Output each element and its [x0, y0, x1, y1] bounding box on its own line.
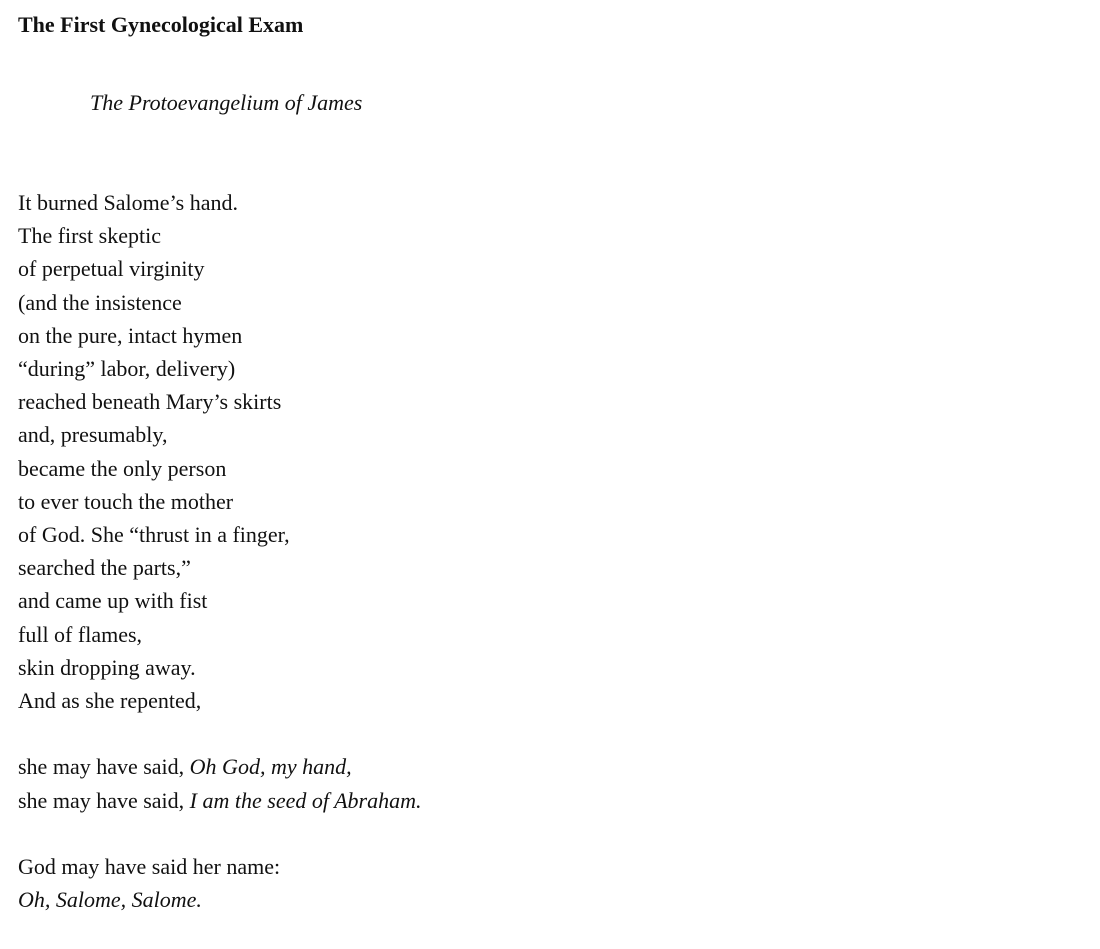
poem-line: “during” labor, delivery): [18, 356, 236, 382]
stanza-1: [18, 186, 421, 717]
poem-epigraph: The Protoevangelium of James: [90, 90, 363, 115]
line-italic: I am the seed of Abraham.: [189, 787, 422, 813]
poem-line: full of flames,: [18, 621, 143, 647]
line-roman: she may have said,: [18, 754, 190, 780]
poem-line: searched the parts,”: [18, 555, 191, 581]
poem-line: and came up with fist: [18, 588, 208, 614]
poem-line: And as she repented,: [18, 688, 202, 714]
poem-line: (and the insistence: [18, 289, 182, 315]
poem-line: on the pure, intact hymen: [18, 322, 243, 348]
poem-line: became the only person: [18, 455, 227, 481]
stanza-3: [18, 850, 421, 916]
line-roman: she may have said,: [18, 787, 190, 813]
poem-line: and, presumably,: [18, 422, 168, 448]
poem-line: of perpetual virginity: [18, 256, 205, 282]
poem-line: skin dropping away.: [18, 654, 196, 680]
poem-body: [18, 186, 421, 916]
poem-line: It burned Salome’s hand.: [18, 190, 238, 215]
poem-line: reached beneath Mary’s skirts: [18, 389, 282, 415]
poem-line: to ever touch the mother: [18, 488, 234, 514]
poem-title: The First Gynecological Exam: [18, 12, 304, 37]
poem-line: [18, 750, 421, 783]
poem-line: [18, 784, 421, 817]
poem-line: God may have said her name:: [18, 854, 281, 880]
stanza-2: [18, 750, 421, 816]
poem-line: The first skeptic: [18, 223, 161, 249]
poem-line: Oh, Salome, Salome.: [18, 887, 202, 913]
poem-line: of God. She “thrust in a finger,: [18, 522, 290, 548]
line-italic: Oh God, my hand,: [189, 754, 352, 780]
